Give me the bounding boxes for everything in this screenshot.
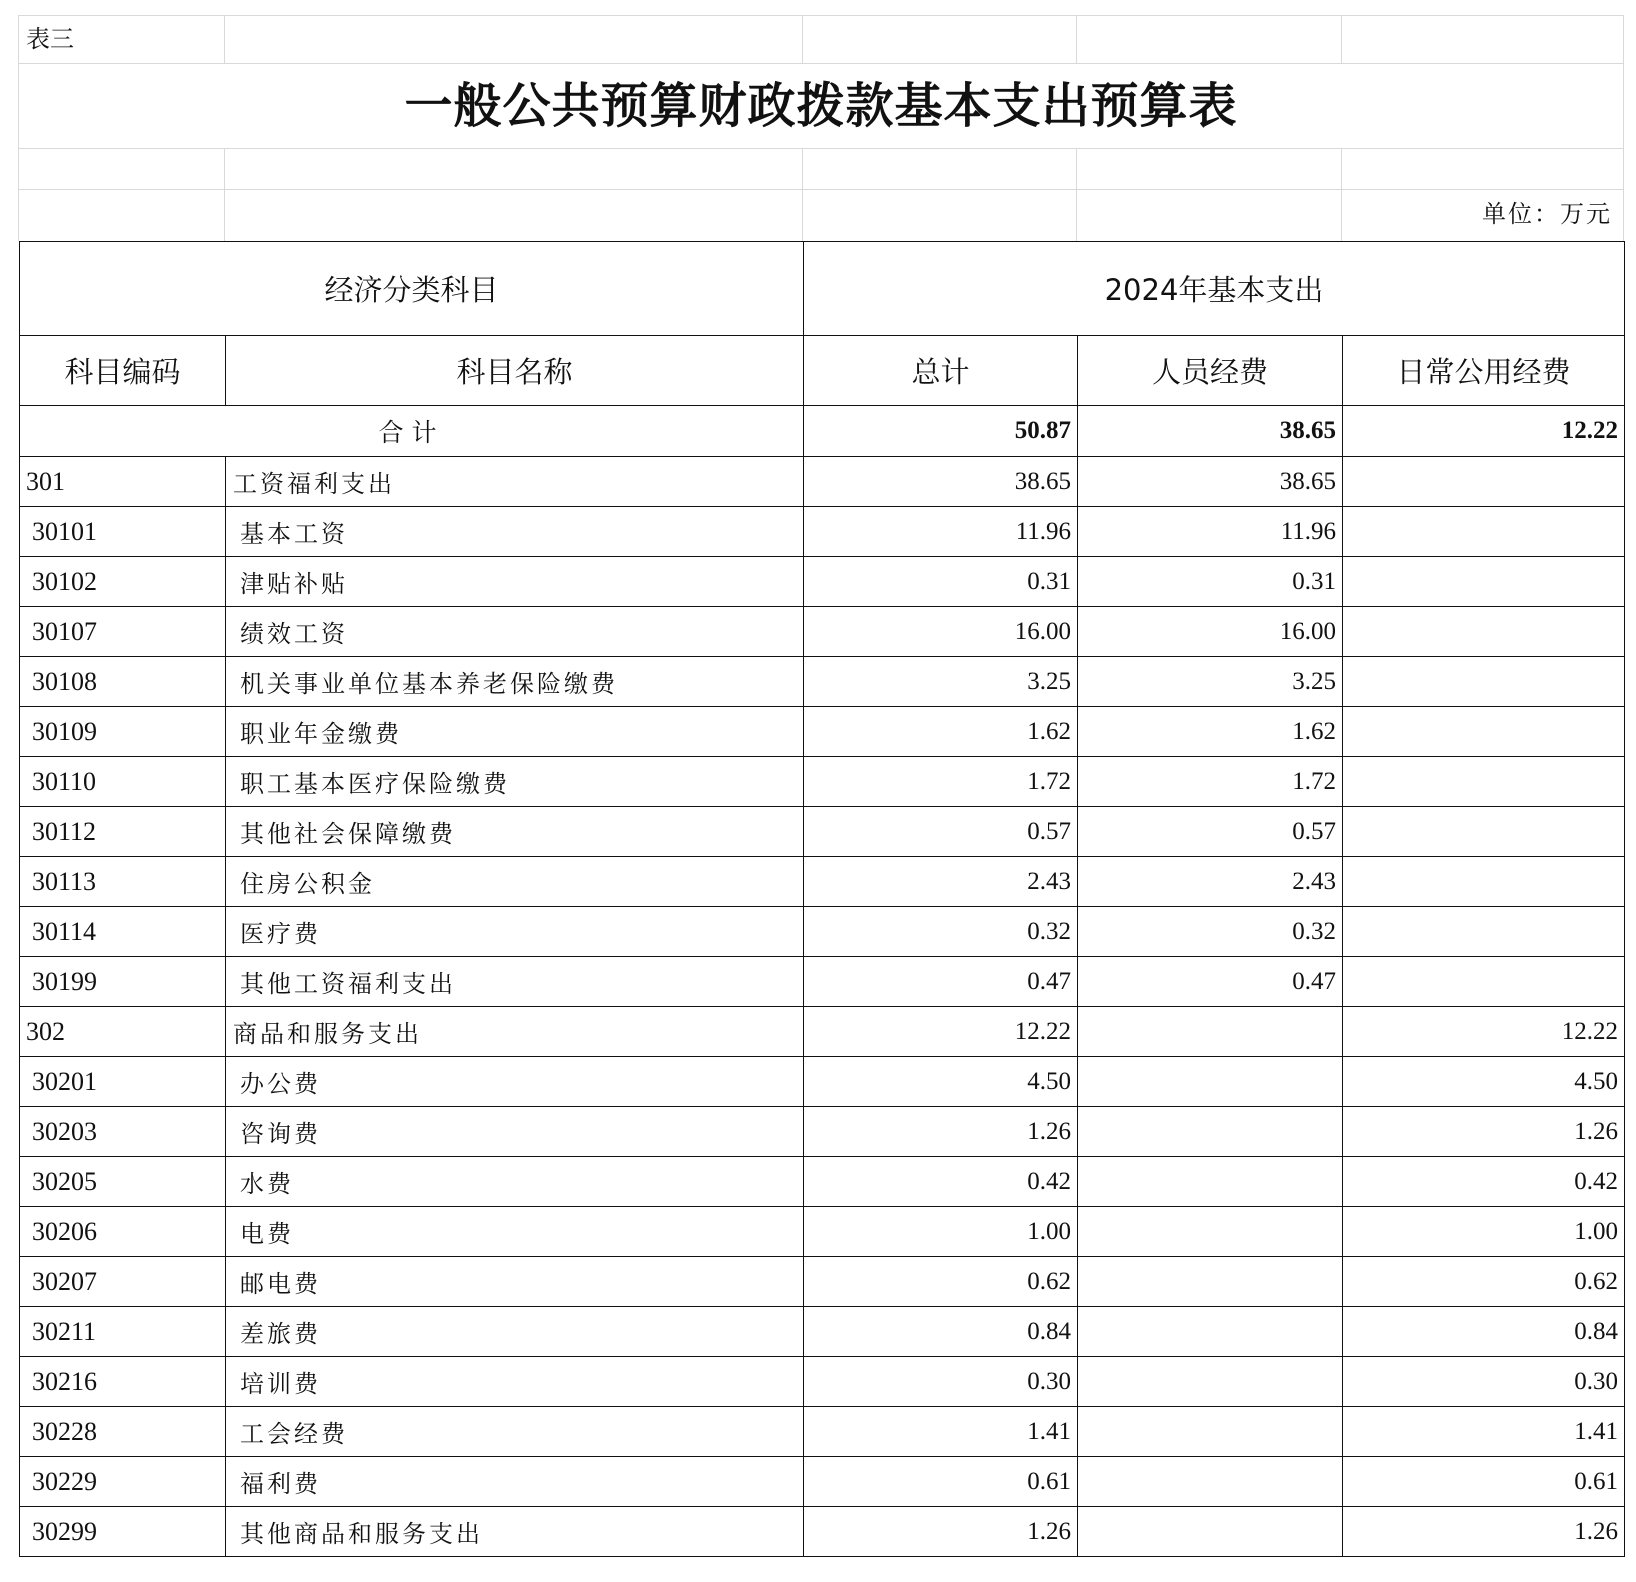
table-row — [20, 957, 1625, 1007]
cell-personnel: 1.62 — [1078, 707, 1343, 757]
cell-name: 工资福利支出 — [226, 457, 804, 507]
cell-code: 30228 — [20, 1407, 226, 1457]
cell-daily: 1.26 — [1343, 1107, 1625, 1157]
table-row — [20, 557, 1625, 607]
header-total: 总计 — [804, 336, 1078, 406]
cell-code: 30113 — [20, 857, 226, 907]
cell-total: 1.62 — [804, 707, 1078, 757]
cell-total: 16.00 — [804, 607, 1078, 657]
cell-total: 0.62 — [804, 1257, 1078, 1307]
cell-daily — [1343, 507, 1625, 557]
cell-total: 1.72 — [804, 757, 1078, 807]
cell-code: 30211 — [20, 1307, 226, 1357]
cell-personnel: 0.32 — [1078, 907, 1343, 957]
cell-daily — [1343, 457, 1625, 507]
cell-name: 福利费 — [226, 1457, 804, 1507]
table-row — [20, 707, 1625, 757]
table-row — [20, 1307, 1625, 1357]
table-row — [20, 807, 1625, 857]
cell-name: 住房公积金 — [226, 857, 804, 907]
cell-daily: 1.41 — [1343, 1407, 1625, 1457]
table-row — [20, 1457, 1625, 1507]
cell-code: 30112 — [20, 807, 226, 857]
cell-daily: 0.84 — [1343, 1307, 1625, 1357]
cell-code: 30229 — [20, 1457, 226, 1507]
cell-personnel — [1078, 1507, 1343, 1557]
total-row — [20, 406, 1625, 457]
budget-table — [19, 241, 1625, 1557]
header-name: 科目名称 — [226, 336, 804, 406]
cell-personnel: 11.96 — [1078, 507, 1343, 557]
table-row — [20, 1107, 1625, 1157]
table-row — [20, 857, 1625, 907]
cell-code: 30201 — [20, 1057, 226, 1107]
table-row — [20, 1007, 1625, 1057]
total-personnel: 38.65 — [1078, 406, 1343, 457]
cell-name: 职业年金缴费 — [226, 707, 804, 757]
table-row — [20, 1207, 1625, 1257]
cell-name: 商品和服务支出 — [226, 1007, 804, 1057]
cell-total: 11.96 — [804, 507, 1078, 557]
cell-name: 办公费 — [226, 1057, 804, 1107]
table-row — [20, 1057, 1625, 1107]
cell-code: 30203 — [20, 1107, 226, 1157]
cell-personnel: 0.31 — [1078, 557, 1343, 607]
cell-daily: 0.30 — [1343, 1357, 1625, 1407]
cell-name: 差旅费 — [226, 1307, 804, 1357]
table-row — [20, 507, 1625, 557]
cell-code: 30101 — [20, 507, 226, 557]
cell-daily — [1343, 807, 1625, 857]
cell-total: 0.30 — [804, 1357, 1078, 1407]
header-personnel: 人员经费 — [1078, 336, 1343, 406]
header-basic-expense: 2024年基本支出 — [804, 242, 1625, 336]
cell-total: 0.42 — [804, 1157, 1078, 1207]
header-daily: 日常公用经费 — [1343, 336, 1625, 406]
cell-code: 301 — [20, 457, 226, 507]
cell-name: 水费 — [226, 1157, 804, 1207]
cell-name: 其他社会保障缴费 — [226, 807, 804, 857]
cell-personnel: 0.47 — [1078, 957, 1343, 1007]
cell-code: 30206 — [20, 1207, 226, 1257]
cell-daily: 12.22 — [1343, 1007, 1625, 1057]
column-header-row — [20, 336, 1625, 406]
cell-code: 30102 — [20, 557, 226, 607]
cell-personnel — [1078, 1257, 1343, 1307]
cell-code: 302 — [20, 1007, 226, 1057]
cell-total: 0.47 — [804, 957, 1078, 1007]
cell-personnel — [1078, 1107, 1343, 1157]
cell-total: 0.57 — [804, 807, 1078, 857]
cell-name: 基本工资 — [226, 507, 804, 557]
cell-name: 其他工资福利支出 — [226, 957, 804, 1007]
cell-name: 机关事业单位基本养老保险缴费 — [226, 657, 804, 707]
cell-code: 30207 — [20, 1257, 226, 1307]
cell-total: 0.84 — [804, 1307, 1078, 1357]
cell-daily: 0.42 — [1343, 1157, 1625, 1207]
table-number-label: 表三 — [26, 25, 74, 53]
table-row — [20, 1357, 1625, 1407]
cell-personnel: 0.57 — [1078, 807, 1343, 857]
total-label: 合计 — [20, 406, 804, 457]
cell-code: 30299 — [20, 1507, 226, 1557]
cell-daily — [1343, 757, 1625, 807]
cell-name: 职工基本医疗保险缴费 — [226, 757, 804, 807]
cell-total: 12.22 — [804, 1007, 1078, 1057]
cell-daily — [1343, 907, 1625, 957]
cell-personnel — [1078, 1357, 1343, 1407]
group-header-row — [20, 242, 1625, 336]
cell-personnel: 38.65 — [1078, 457, 1343, 507]
cell-code: 30110 — [20, 757, 226, 807]
cell-code: 30114 — [20, 907, 226, 957]
cell-name: 工会经费 — [226, 1407, 804, 1457]
table-row — [20, 1157, 1625, 1207]
total-sum: 50.87 — [804, 406, 1078, 457]
cell-total: 3.25 — [804, 657, 1078, 707]
cell-personnel — [1078, 1057, 1343, 1107]
cell-total: 1.26 — [804, 1507, 1078, 1557]
header-code: 科目编码 — [20, 336, 226, 406]
cell-total: 1.41 — [804, 1407, 1078, 1457]
cell-total: 0.32 — [804, 907, 1078, 957]
cell-daily — [1343, 707, 1625, 757]
cell-personnel — [1078, 1007, 1343, 1057]
cell-personnel — [1078, 1307, 1343, 1357]
cell-daily: 4.50 — [1343, 1057, 1625, 1107]
cell-daily — [1343, 657, 1625, 707]
unit-label: 单位：万元 — [1482, 200, 1612, 228]
table-row — [20, 1407, 1625, 1457]
cell-name: 电费 — [226, 1207, 804, 1257]
cell-daily — [1343, 607, 1625, 657]
cell-daily: 1.00 — [1343, 1207, 1625, 1257]
cell-code: 30108 — [20, 657, 226, 707]
cell-name: 津贴补贴 — [226, 557, 804, 607]
cell-total: 0.31 — [804, 557, 1078, 607]
cell-total: 1.00 — [804, 1207, 1078, 1257]
cell-total: 1.26 — [804, 1107, 1078, 1157]
table-row — [20, 907, 1625, 957]
header-economic-class: 经济分类科目 — [20, 242, 804, 336]
cell-daily: 1.26 — [1343, 1507, 1625, 1557]
cell-personnel — [1078, 1407, 1343, 1457]
table-row — [20, 657, 1625, 707]
cell-daily — [1343, 957, 1625, 1007]
cell-name: 绩效工资 — [226, 607, 804, 657]
page-title: 一般公共预算财政拨款基本支出预算表 — [404, 78, 1238, 134]
cell-personnel: 3.25 — [1078, 657, 1343, 707]
cell-personnel — [1078, 1457, 1343, 1507]
cell-total: 4.50 — [804, 1057, 1078, 1107]
cell-code: 30199 — [20, 957, 226, 1007]
cell-personnel — [1078, 1157, 1343, 1207]
table-row — [20, 1507, 1625, 1557]
table-row — [20, 1257, 1625, 1307]
cell-name: 医疗费 — [226, 907, 804, 957]
cell-personnel: 1.72 — [1078, 757, 1343, 807]
cell-personnel — [1078, 1207, 1343, 1257]
cell-code: 30107 — [20, 607, 226, 657]
cell-personnel: 2.43 — [1078, 857, 1343, 907]
cell-total: 0.61 — [804, 1457, 1078, 1507]
cell-code: 30109 — [20, 707, 226, 757]
cell-name: 培训费 — [226, 1357, 804, 1407]
total-daily: 12.22 — [1343, 406, 1625, 457]
cell-code: 30216 — [20, 1357, 226, 1407]
table-row — [20, 457, 1625, 507]
cell-daily: 0.61 — [1343, 1457, 1625, 1507]
cell-personnel: 16.00 — [1078, 607, 1343, 657]
table-row — [20, 757, 1625, 807]
cell-daily — [1343, 557, 1625, 607]
cell-name: 咨询费 — [226, 1107, 804, 1157]
cell-name: 邮电费 — [226, 1257, 804, 1307]
cell-total: 38.65 — [804, 457, 1078, 507]
cell-total: 2.43 — [804, 857, 1078, 907]
cell-name: 其他商品和服务支出 — [226, 1507, 804, 1557]
table-row — [20, 607, 1625, 657]
cell-daily: 0.62 — [1343, 1257, 1625, 1307]
cell-code: 30205 — [20, 1157, 226, 1207]
cell-daily — [1343, 857, 1625, 907]
